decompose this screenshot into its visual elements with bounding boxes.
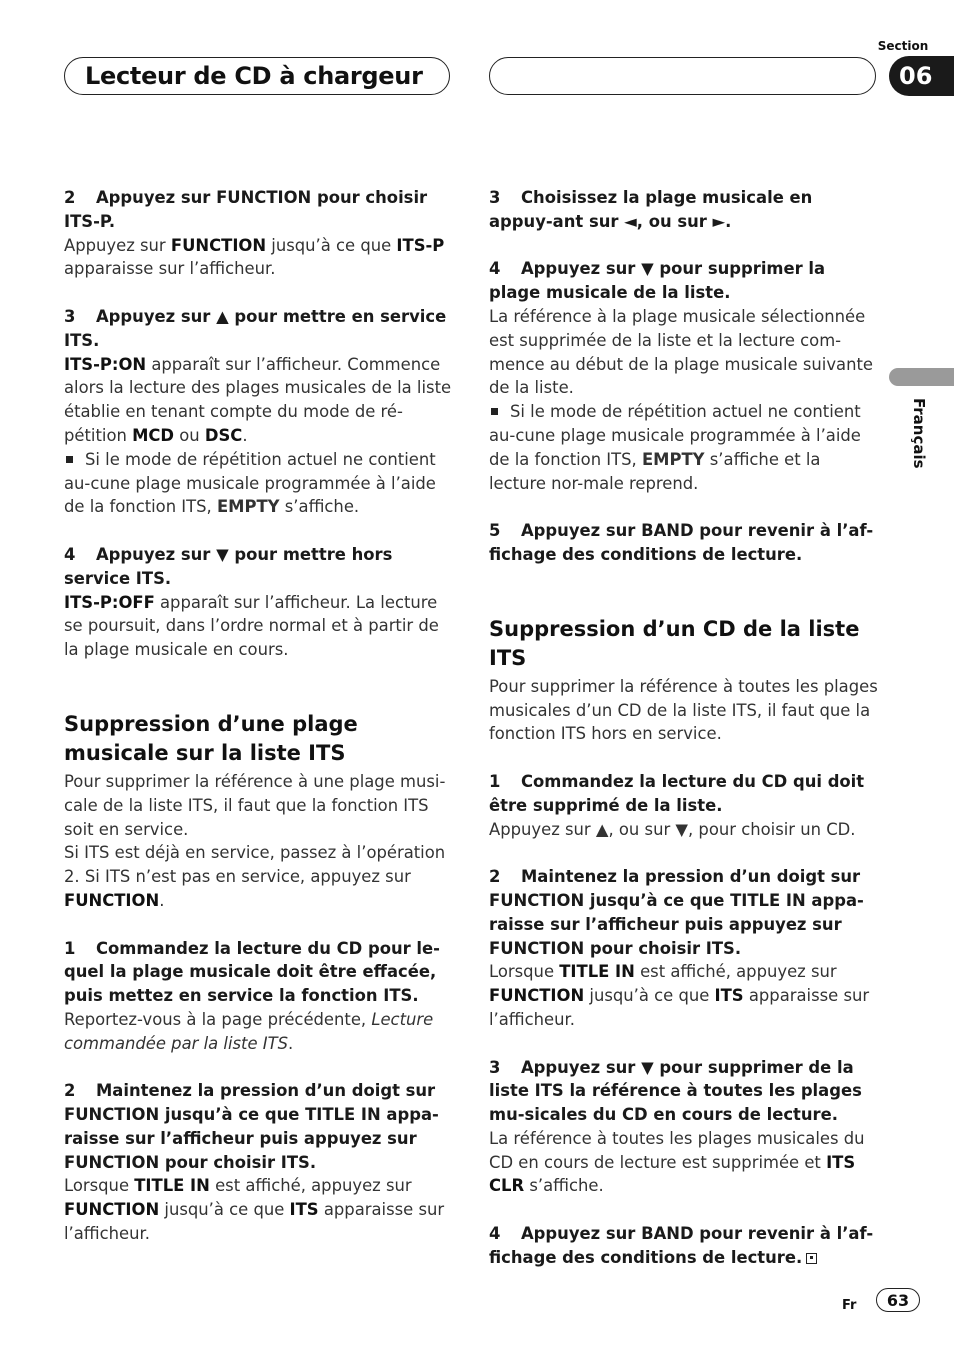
section-heading: Suppression d’un CD de la liste ITS	[489, 616, 860, 670]
step-body: La référence à toutes les plages musicales du CD en cours de lecture est supprimée et ITS CLR s’affiche.	[489, 1128, 865, 1196]
step-heading: 3 Appuyez sur ▲ pour mettre en service ITS.	[64, 306, 447, 350]
footer-language-code: Fr	[842, 1298, 857, 1313]
step-body: La référence à la plage musicale sélectionnée est supprimée de la liste et la lecture com-mence au début de la plage musicale suivante de la liste.	[489, 306, 873, 398]
chapter-title: Lecteur de CD à chargeur	[85, 62, 423, 90]
section-intro: Si ITS est déjà en service, passez à l’opération 2. Si ITS n’est pas en service, appuyez sur FUNCTION.	[64, 843, 446, 910]
bullet-square-icon	[491, 408, 498, 415]
note-item: Si le mode de répétition actuel ne contient au-cune plage musicale programmée à l’aide de la fonction ITS, EMPTY s’affiche.	[64, 449, 436, 517]
section-intro: Pour supprimer la référence à une plage musi-cale de la liste ITS, il faut que la fonction ITS soit en service.	[64, 771, 446, 839]
step-heading: 5 Appuyez sur BAND pour revenir à l’af-fichage des conditions de lecture.	[489, 521, 874, 564]
step-heading: 4 Appuyez sur ▼ pour mettre hors service ITS.	[64, 544, 393, 588]
step-body: Lorsque TITLE IN est affiché, appuyez sur FUNCTION jusqu’à ce que ITS apparaisse sur l’afficheur.	[64, 1176, 445, 1244]
step-heading: 4 Appuyez sur BAND pour revenir à l’af-fichage des conditions de lecture.	[489, 1224, 874, 1267]
page-number: 63	[876, 1288, 920, 1312]
header-empty-box	[489, 57, 876, 95]
step-heading: 1 Commandez la lecture du CD pour le-quel la plage musicale doit être effacée, puis mettez en service la fonction ITS.	[64, 938, 440, 1006]
step-heading: 2 Maintenez la pression d’un doigt sur FUNCTION jusqu’à ce que TITLE IN appa-raisse sur l’afficheur puis appuyez sur FUNCTION pour choisir ITS.	[64, 1081, 439, 1172]
language-label: Français	[910, 398, 928, 469]
bullet-square-icon	[66, 456, 73, 463]
step-heading: 2 Appuyez sur FUNCTION pour choisir ITS-P.	[64, 188, 428, 231]
section-heading: Suppression d’une plage musicale sur la liste ITS	[64, 711, 358, 765]
section-label: Section	[877, 39, 929, 53]
step-body: Appuyez sur FUNCTION jusqu’à ce que ITS-P apparaisse sur l’afficheur.	[64, 235, 445, 279]
step-body: ITS-P:ON apparaît sur l’afficheur. Commence alors la lecture des plages musicales de la liste établie en tenant compte du mode de ré-pétition MCD ou DSC.	[64, 354, 452, 445]
step-body: Appuyez sur ▲, ou sur ▼, pour choisir un CD.	[489, 819, 856, 839]
language-tab	[912, 398, 928, 488]
end-of-section-icon	[806, 1253, 817, 1264]
step-heading: 2 Maintenez la pression d’un doigt sur FUNCTION jusqu’à ce que TITLE IN appa-raisse sur l’afficheur puis appuyez sur FUNCTION pour choisir ITS.	[489, 867, 864, 958]
step-heading: 3 Appuyez sur ▼ pour supprimer de la liste ITS la référence à toutes les plages mu-sicales du CD en cours de lecture.	[489, 1057, 862, 1125]
step-heading: 1 Commandez la lecture du CD qui doit être supprimé de la liste.	[489, 771, 865, 815]
step-heading: 3 Choisissez la plage musicale en appuy-ant sur ◄, ou sur ►.	[489, 188, 813, 231]
step-body: ITS-P:OFF apparaît sur l’afficheur. La lecture se poursuit, dans l’ordre normal et à partir de la plage musicale en cours.	[64, 592, 439, 660]
step-body: Reportez-vous à la page précédente, Lecture commandée par la liste ITS.	[64, 1009, 434, 1053]
left-column	[64, 186, 454, 1246]
section-number-badge: 06	[889, 56, 954, 96]
note-item: Si le mode de répétition actuel ne contient au-cune plage musicale programmée à l’aide de la fonction ITS, EMPTY s’affiche et la lecture nor-male reprend.	[489, 402, 861, 493]
chapter-title-box	[64, 57, 450, 95]
step-heading: 4 Appuyez sur ▼ pour supprimer la plage musicale de la liste.	[489, 259, 826, 303]
section-intro: Pour supprimer la référence à toutes les plages musicales d’un CD de la liste ITS, il faut que la fonction ITS hors en service.	[489, 676, 878, 744]
step-body: Lorsque TITLE IN est affiché, appuyez sur FUNCTION jusqu’à ce que ITS apparaisse sur l’afficheur.	[489, 962, 870, 1029]
right-column	[489, 186, 879, 1270]
language-tab-marker	[889, 368, 954, 386]
